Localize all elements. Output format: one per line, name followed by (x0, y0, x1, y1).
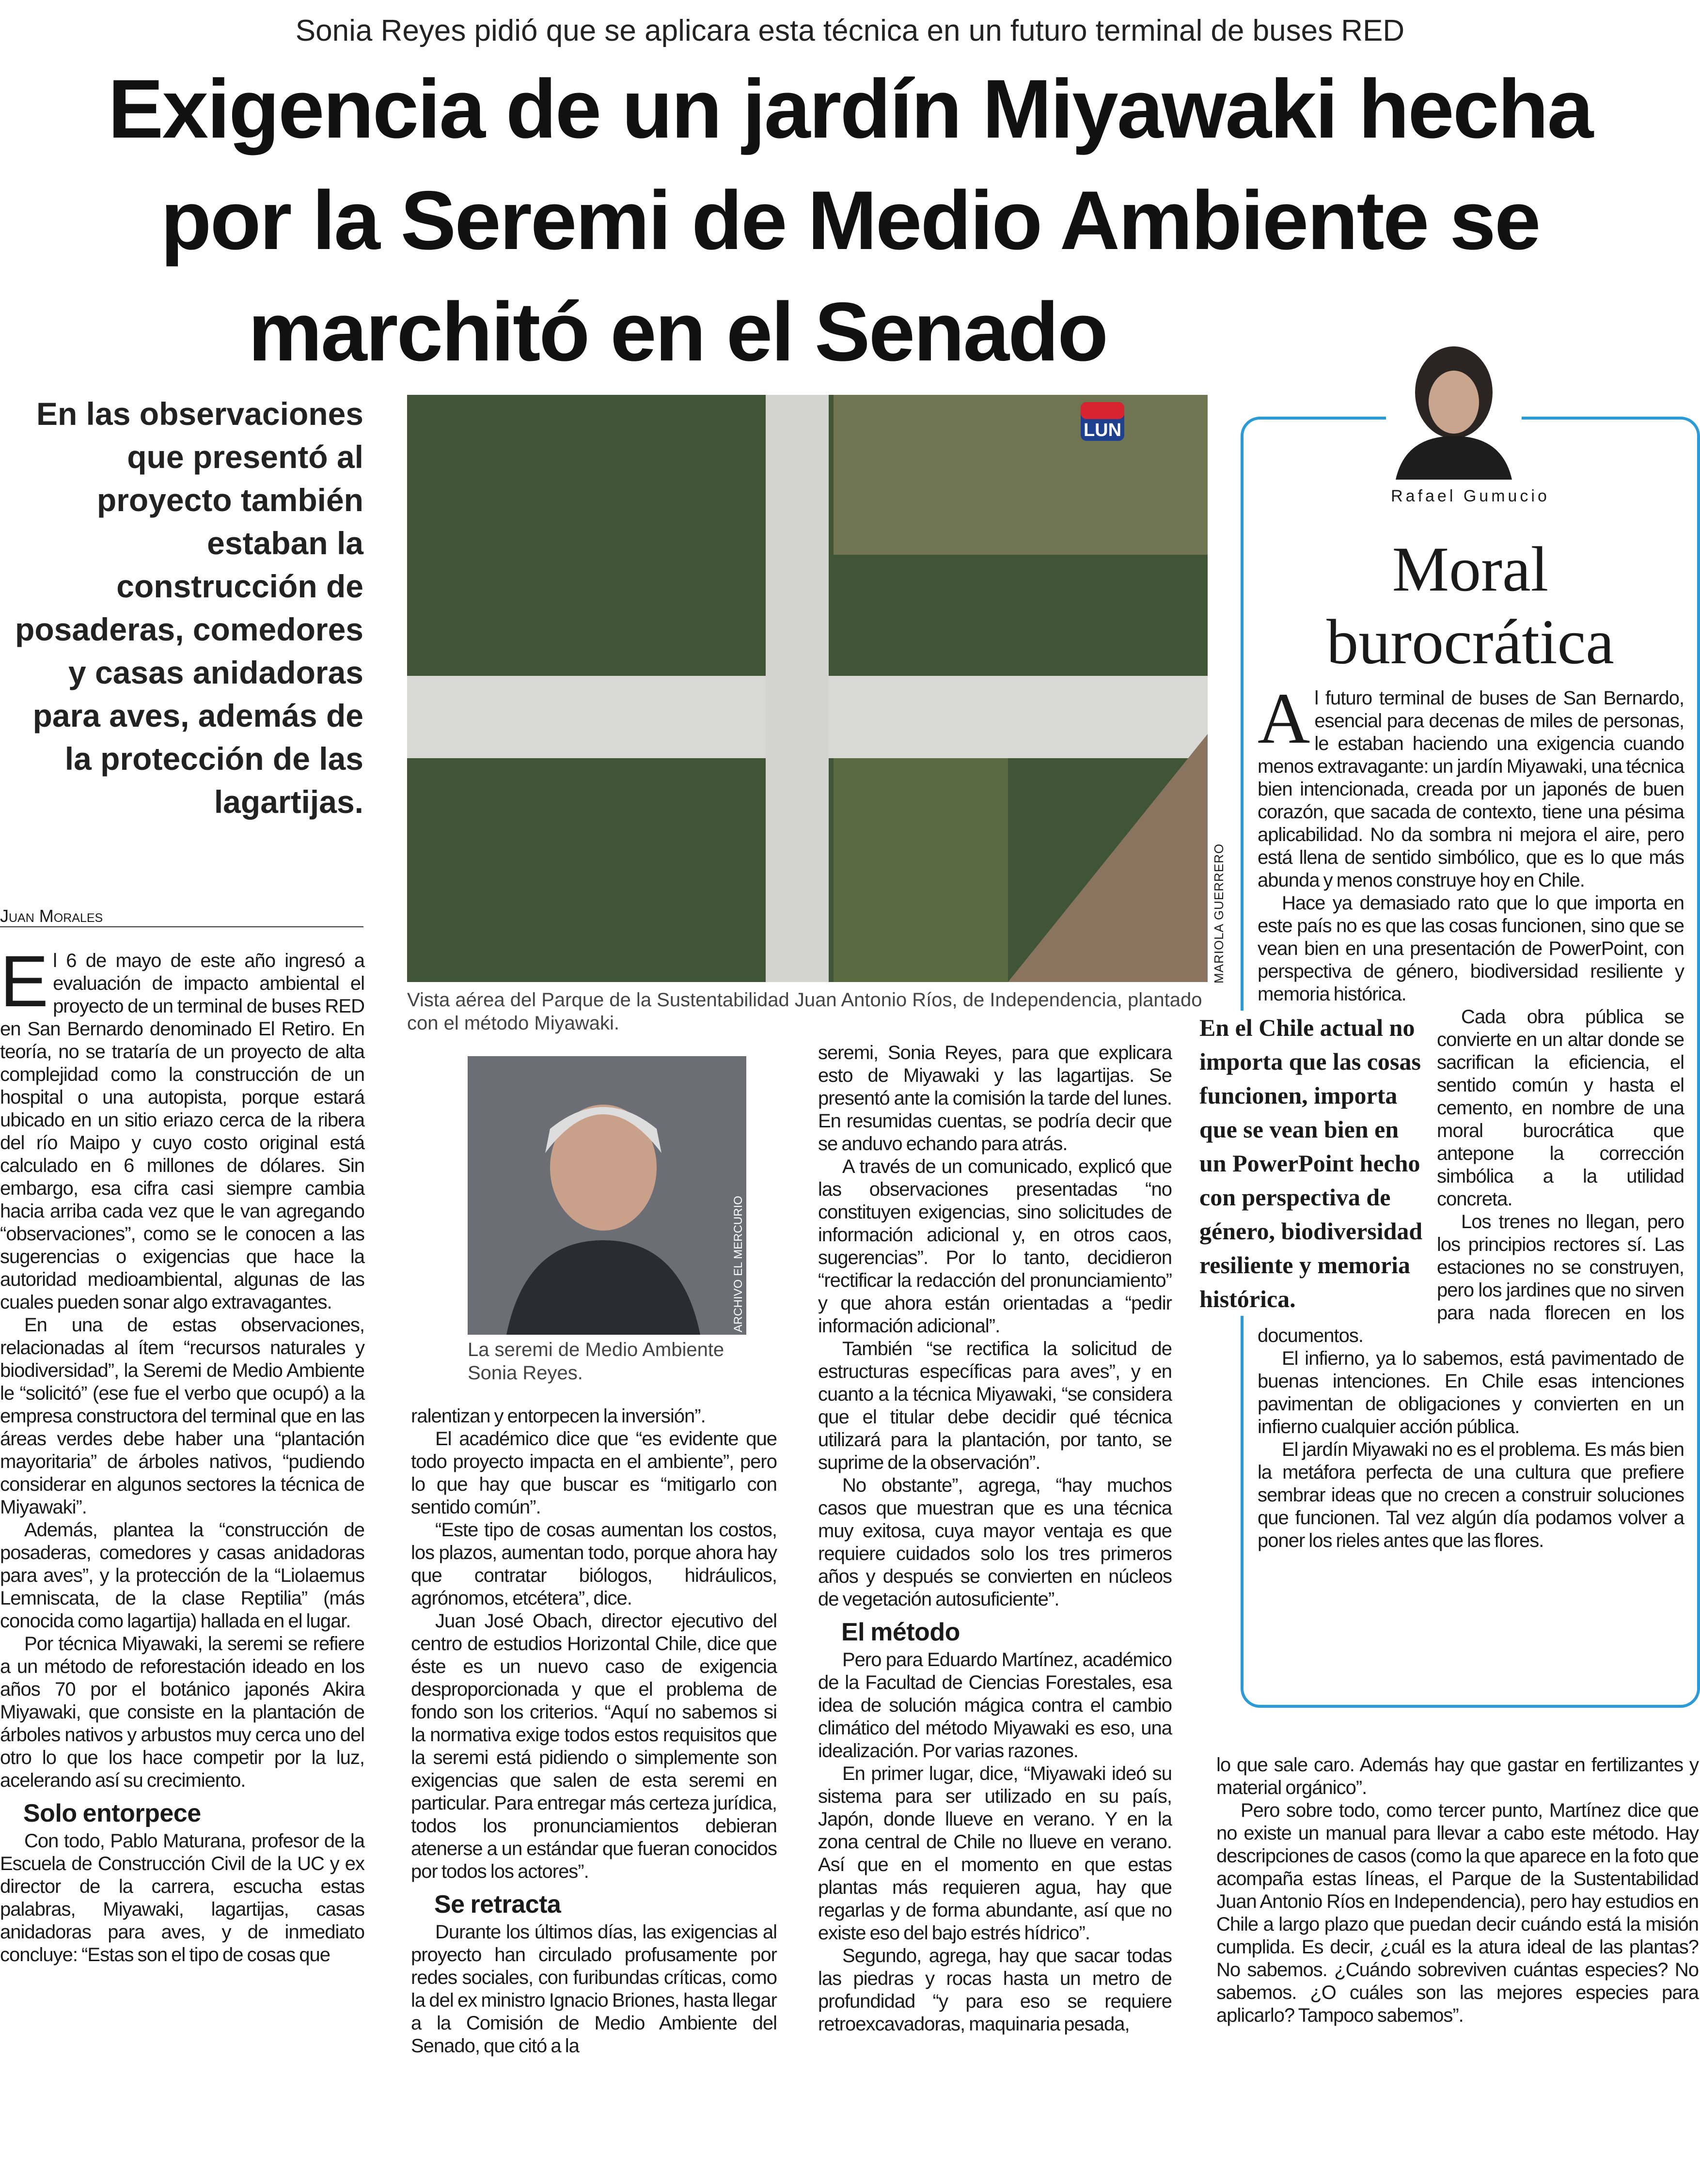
drop-cap: E (0, 940, 48, 1022)
author-portrait (1386, 339, 1522, 480)
paragraph: Por técnica Miyawaki, la seremi se refiere a un método de reforestación ideado en los años 70 por el botánico japonés Akira Miyawaki, que consiste en la plantación de árboles nativos y arbustos muy cerca uno del otro lo que los hace competir por la luz, acelerando así su crecimiento. (0, 1633, 364, 1791)
paragraph: Pero sobre todo, como tercer punto, Martínez dice que no existe un manual para llevar a cabo este método. Hay descripciones de casos (como la que aparece en la foto que acompaña estas líneas, el Parque de la Sustentabilidad Juan Antonio Ríos en Independencia), pero hay estudios en Chile a largo plazo que puedan decir cuándo está la misión cumplida. Es decir, ¿cuál es la atura ideal de las plantas? No sabemos. ¿Cuándo sobreviven cuántas especies? No sabemos. ¿O cuáles son las mejores especies para aplicarlo? Tampoco sabemos”. (1216, 1800, 1699, 2026)
paragraph: Los trenes no llegan, pero los principios rectores sí. Las estaciones no se construyen, pero los jardines que no sirven para nada florecen en los documentos. (1258, 1211, 1684, 1346)
photo2-credit: ARCHIVO EL MERCURIO (732, 1196, 745, 1332)
paragraph: Durante los últimos días, las exigencias al proyecto han circulado profusamente por redes sociales, con furibundas críticas, como la del ex ministro Ignacio Briones, hasta llegar a la Comisión de Medio Ambiente del Senado, que citó a la (411, 1921, 777, 2057)
column-3 (818, 1042, 1172, 2036)
byline: Juan Morales (0, 906, 363, 927)
paragraph: En una de estas observaciones, relacionadas al ítem “recursos naturales y biodiversidad”, la Seremi de Medio Ambiente le “solicitó” (ese fue el verbo que ocupó) a la empresa constructora del terminal que en las áreas verdes debe haber una “plantación mayoritaria” de árboles nativos, “pudiendo considerar en algunos sectores la técnica de Miyawaki”. (0, 1314, 364, 1518)
author-name: Rafael Gumucio (1391, 487, 1550, 505)
paragraph: El infierno, ya lo sabemos, está pavimentado de buenas intenciones. En Chile esas intenciones pavimentan de obligaciones y convierten en un infierno cualquier acción pública. (1258, 1348, 1684, 1437)
sonia-reyes-photo (468, 1056, 746, 1335)
headline-line: marchitó en el Senado (248, 285, 1107, 378)
lun-logo: LUN (1083, 420, 1122, 440)
paragraph: En primer lugar, dice, “Miyawaki ideó su sistema para ser utilizado en su país, Japón, donde llueve en verano. Y en la zona central de Chile no llueve en verano. Así que en el momento en que estas plantas más requieren agua, hay que regarlas y de forma abundante, así que no existe eso del bajo estrés hídrico”. (818, 1763, 1172, 1944)
column-4 (1216, 1754, 1699, 2027)
column-title-line: Moral (1392, 533, 1549, 605)
paragraph: También “se rectifica la solicitud de estructuras específicas para aves”, y en cuanto a la técnica Miyawaki, “se considera que el titular debe decidir qué técnica utilizará para la plantación, por tanto, se suprime de la observación”. (818, 1338, 1172, 1473)
paragraph: No obstante”, agrega, “hay muchos casos que muestran que es una técnica muy exitosa, cuya mayor ventaja es que requiere cuidados solo los tres primeros años y después se convierten en núcleos de vegetación autosuficiente”. (818, 1475, 1172, 1610)
headline-line: por la Seremi de Medio Ambiente se (160, 174, 1540, 267)
paragraph: Hace ya demasiado rato que lo que importa en este país no es que las cosas funcionen, sino que se vean bien en una presentación de PowerPoint, con perspectiva de género, biodiversidad resiliente y memoria histórica. (1258, 892, 1684, 1005)
paragraph: Juan José Obach, director ejecutivo del centro de estudios Horizontal Chile, dice que éste es un nuevo caso de exigencia desproporcionada y que el problema de fondo son los criterios. “Aquí no sabemos si la normativa exige todos estos requisitos que la seremi está pidiendo o simplemente son exigencias que salen de esta seremi en particular. Para entregar más certeza jurídica, todos los pronunciamientos debieran atenerse a un estándar que fueran conocidos por todos los actores”. (411, 1610, 777, 1882)
deck: En las observaciones que presentó al proyecto también estaban la construcción de posaderas, comedores y casas anidadoras para aves, además de la protección de las lagartijas. (15, 396, 363, 820)
paragraph: lo que sale caro. Además hay que gastar en fertilizantes y material orgánico”. (1216, 1754, 1699, 1798)
paragraph: Cada obra pública se convierte en un altar donde se sacrifican la eficiencia, el sentido común y hasta el cemento, en nombre de una moral burocrática que antepone la corrección simbólica a la utilidad concreta. (1437, 1006, 1684, 1210)
photo-credit: MARIOLA GUERRERO (1212, 843, 1226, 983)
pull-quote: En el Chile actual no importa que las cosas funcionen, importa que se vean bien en un PowerPoint hecho con perspectiva de género, biodiversidad resiliente y memoria histórica. (1199, 1011, 1427, 1316)
subheading: Se retracta (434, 1890, 561, 1919)
paragraph: seremi, Sonia Reyes, para que explicara esto de Miyawaki y las lagartijas. Se presentó ante la comisión la tarde del lunes. En resumidas cuentas, se podría decir que se anduvo echando para atrás. (818, 1042, 1172, 1154)
kicker: Sonia Reyes pidió que se aplicara esta técnica en un futuro terminal de buses RED (295, 14, 1405, 47)
paragraph: l 6 de mayo de este año ingresó a evaluación de impacto ambiental el proyecto de un terminal de buses RED en San Bernardo denominado El Retiro. En teoría, no se trataría de un proyecto de alta complejidad como la construcción de un hospital o una autopista, porque estará ubicado en un sitio eriazo cerca de la ribera del río Maipo y cuyo costo original está calculado en 6 millones de dólares. Sin embargo, esa cifra casi siempre cambia hacia arriba cada vez que le van agregando “observaciones”, como se le conocen a las sugerencias o exigencias que hace la autoridad medioambiental, algunas de las cuales pueden sonar algo extravagantes. (0, 950, 364, 1313)
column-2 (411, 1405, 777, 2058)
column-title-line: burocrática (1326, 606, 1614, 677)
paragraph: Además, plantea la “construcción de posaderas, comedores y casas anidadoras para aves”, y la protección de la “Liolaemus Lemniscata, de la clase Reptilia” (más conocida como lagartija) hallada en el lugar. (0, 1519, 364, 1632)
aerial-photo-drawing (407, 395, 1208, 982)
paragraph: “Este tipo de cosas aumentan los costos, los plazos, aumentan todo, porque ahora hay que contratar biólogos, hidráulicos, agrónomos, etcétera”, dice. (411, 1519, 777, 1609)
column-1 (0, 940, 364, 1966)
paragraph: El académico dice que “es evidente que todo proyecto impacta en el ambiente”, pero lo que hay que buscar es “mitigarlo con sentido común”. (411, 1428, 777, 1518)
photo-caption: Vista aérea del Parque de la Sustentabilidad Juan Antonio Ríos, de Independencia, plantado con el método Miyawaki. (407, 989, 1202, 1034)
paragraph: l futuro terminal de buses de San Bernardo, esencial para decenas de miles de personas, le estaban haciendo una exigencia cuando menos extravagante: un jardín Miyawaki, una técnica bien intencionada, creada por un japonés de buen corazón, que sacada de contexto, tiene una pésima aplicabilidad. No da sombra ni mejora el aire, pero está llena de sentido simbólico, que es lo que más abunda y menos construye hoy en Chile. (1258, 687, 1684, 891)
paragraph: A través de un comunicado, explicó que las observaciones presentadas “no constituyen exigencias, sino solicitudes de información adicional y, en otros caos, sugerencias”. Por lo tanto, decidieron “rectificar la redacción del pronunciamiento” y que ahora están orientadas a “pedir información adicional”. (818, 1156, 1172, 1337)
drop-cap: A (1258, 678, 1310, 759)
headline (0, 53, 1700, 388)
aerial-park-photo (407, 395, 1208, 982)
paragraph: ralentizan y entorpecen la inversión”. (411, 1405, 706, 1427)
paragraph: Con todo, Pablo Maturana, profesor de la Escuela de Construcción Civil de la UC y ex director de la carrera, escucha estas palabras, Miyawaki, lagartijas, casas anidadoras para aves, y de inmediato concluye: “Estas son el tipo de cosas que (0, 1830, 364, 1966)
column-title (1241, 533, 1700, 678)
photo2-caption: La seremi de Medio Ambiente Sonia Reyes. (468, 1339, 724, 1384)
paragraph: El jardín Miyawaki no es el problema. Es más bien la metáfora perfecta de una cultura que prefiere sembrar ideas que no crecen a construir soluciones que funcionen. Tal vez algún día podamos volver a poner los rieles antes que las flores. (1258, 1439, 1684, 1551)
headline-line: Exigencia de un jardín Miyawaki hecha (108, 62, 1592, 156)
subheading: El método (841, 1618, 960, 1646)
paragraph: Segundo, agrega, hay que sacar todas las piedras y rocas hasta un metro de profundidad “y para eso se requiere retroexcavadoras, maquinaria pesada, (818, 1945, 1172, 2035)
paragraph: Pero para Eduardo Martínez, académico de la Facultad de Ciencias Forestales, esa idea de solución mágica contra el cambio climático del método Miyawaki es eso, una idealización. Por varias razones. (818, 1649, 1172, 1762)
subheading: Solo entorpece (23, 1799, 201, 1827)
